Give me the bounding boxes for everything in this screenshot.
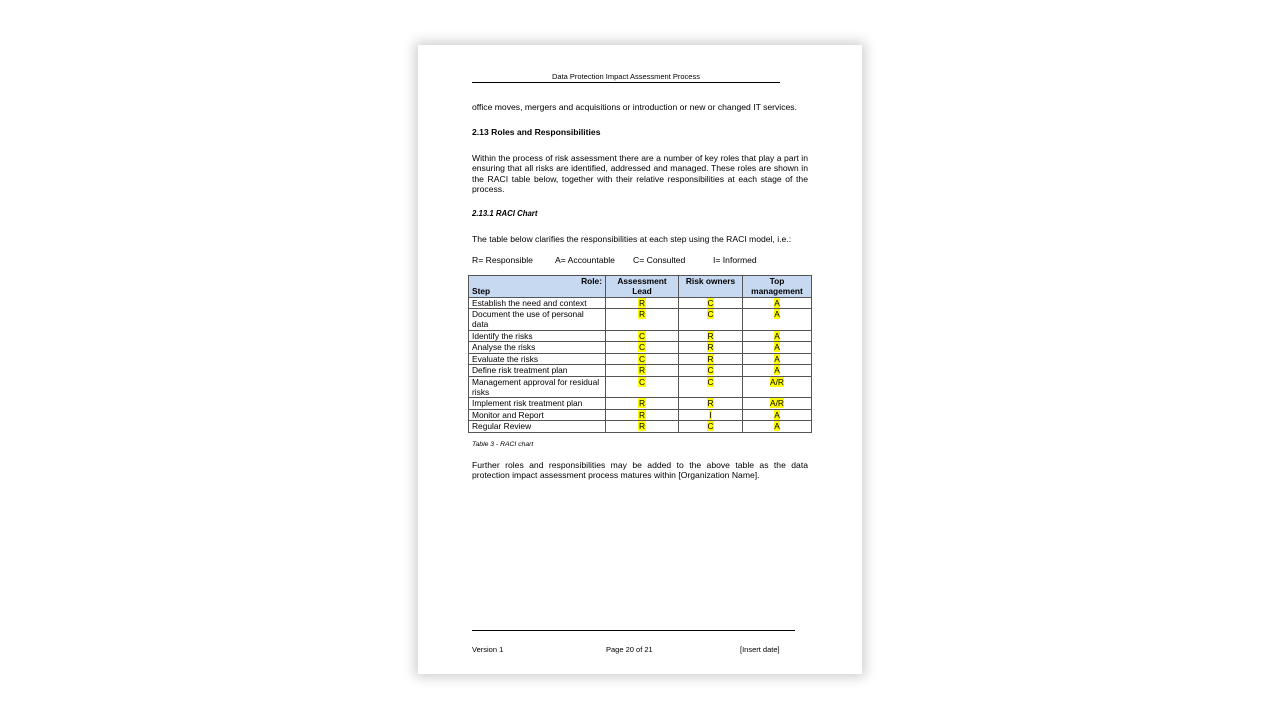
table-row [469,297,812,308]
value-highlight: R [638,309,646,320]
intro-continuation-paragraph: office moves, mergers and acquisitions or introduction or new or changed IT services. [472,102,797,112]
value-cell [606,421,679,432]
footer-divider [472,630,795,631]
value-highlight: A [774,421,780,432]
subsection-heading: 2.13.1 RACI Chart [472,209,538,219]
raci-header-row [469,275,812,297]
step-cell: Identify the risks [469,330,606,341]
raci-legend [472,255,808,266]
role-label: Role: [581,275,602,286]
value-highlight: R [707,353,714,364]
closing-paragraph: Further roles and responsibilities may be added to the above table as the data protection impact assessment process matures within [Organization Name]. [472,459,808,480]
step-cell: Monitor and Report [469,409,606,420]
footer-page-number: Page 20 of 21 [606,645,653,654]
value-cell [679,398,743,409]
value-cell [743,398,812,409]
step-cell: Management approval for residual risks [469,376,606,398]
value-highlight: C [707,309,714,320]
step-label: Step [472,286,491,297]
value-cell [679,409,743,420]
table-row [469,309,812,331]
value-cell [679,376,743,398]
value-cell [743,330,812,341]
table-row [469,409,812,420]
value-cell [743,309,812,331]
step-cell: Implement risk treatment plan [469,398,606,409]
value-highlight: R [707,330,714,341]
role-step-header [469,275,606,297]
column-header-risk-owners: Risk owners [679,275,743,297]
legend-consulted: C= Consulted [633,254,686,265]
step-cell: Establish the need and context [469,297,606,308]
table-row [469,376,812,398]
value-highlight: A [774,342,780,353]
value-highlight: R [638,421,646,432]
value-cell [606,309,679,331]
value-highlight: R [707,342,714,353]
value-highlight: R [638,365,646,376]
table-row [469,421,812,432]
value-cell [679,342,743,353]
value-cell [743,342,812,353]
value-highlight: A [774,365,780,376]
value-cell [606,330,679,341]
page-content [472,102,808,480]
value-cell [743,353,812,364]
value-cell [679,309,743,331]
column-header-assessment-lead: Assessment Lead [606,275,679,297]
table-row [469,342,812,353]
value-highlight: C [707,365,714,376]
document-page [418,45,862,674]
value-highlight: A/R [770,376,784,387]
subsection-paragraph: The table below clarifies the responsibilities at each step using the RACI model, i.e.: [472,234,792,245]
legend-informed: I= Informed [713,254,757,265]
value-highlight: A [774,409,780,420]
value-cell [743,365,812,376]
value-highlight: R [638,409,646,420]
value-cell [606,365,679,376]
legend-responsible: R= Responsible [472,254,533,265]
value-highlight: C [707,297,714,308]
value-cell [606,398,679,409]
raci-table [468,275,812,433]
value-cell [679,297,743,308]
table-caption: Table 3 - RACI chart [472,440,534,448]
step-cell: Define risk treatment plan [469,365,606,376]
value-cell [606,409,679,420]
section-paragraph: Within the process of risk assessment there are a number of key roles that play a part in ensuring that all risks are identified, addressed and managed. These roles are shown in the RACI table below, together with their relative responsibilities at each stage of the process. [472,152,808,195]
table-row [469,365,812,376]
page-header-title: Data Protection Impact Assessment Process [472,72,780,83]
footer-date: [Insert date] [740,645,780,654]
value-highlight: R [707,398,714,409]
value-highlight: I [709,409,712,420]
value-highlight: C [638,353,646,364]
value-highlight: A [774,297,780,308]
footer-version: Version 1 [472,645,504,654]
column-header-top-management: Top management [743,275,812,297]
value-highlight: C [638,330,646,341]
table-row [469,330,812,341]
table-row [469,398,812,409]
value-highlight: C [707,421,714,432]
value-cell [679,421,743,432]
value-highlight: C [638,376,646,387]
value-cell [606,297,679,308]
legend-accountable: A= Accountable [555,254,615,265]
value-highlight: C [707,376,714,387]
value-cell [743,376,812,398]
value-highlight: R [638,398,646,409]
value-cell [743,409,812,420]
value-cell [743,297,812,308]
section-heading: 2.13 Roles and Responsibilities [472,127,601,138]
step-cell: Regular Review [469,421,606,432]
value-cell [679,353,743,364]
value-cell [679,330,743,341]
value-cell [606,353,679,364]
table-row [469,353,812,364]
value-cell [743,421,812,432]
value-highlight: A [774,353,780,364]
value-cell [606,342,679,353]
value-cell [606,376,679,398]
value-cell [679,365,743,376]
step-cell: Evaluate the risks [469,353,606,364]
value-highlight: A [774,309,780,320]
value-highlight: R [638,297,646,308]
step-cell: Analyse the risks [469,342,606,353]
value-highlight: A [774,330,780,341]
value-highlight: A/R [770,398,784,409]
value-highlight: C [638,342,646,353]
step-cell: Document the use of personal data [469,309,606,331]
